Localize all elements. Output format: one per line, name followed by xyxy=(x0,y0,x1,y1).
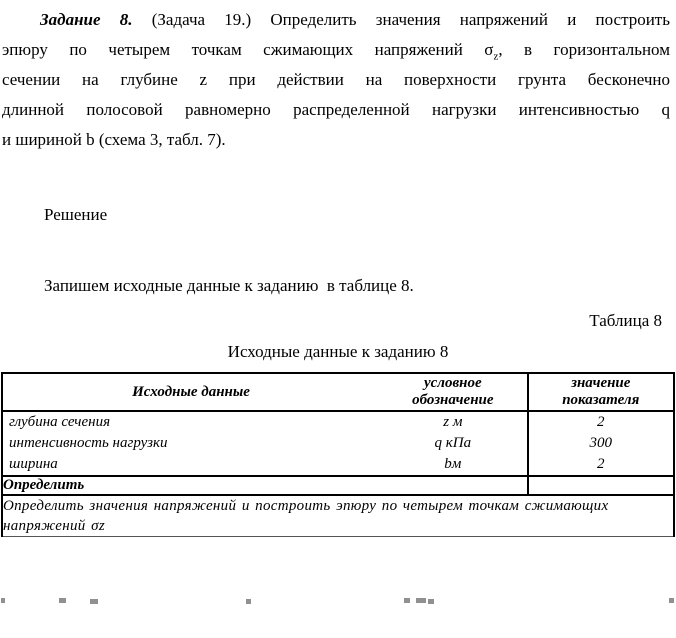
table-header-row xyxy=(2,373,674,411)
text-fragment xyxy=(59,598,66,603)
row-value-width: 2 xyxy=(597,456,605,472)
task-line-2 xyxy=(2,35,670,65)
task-line-1 xyxy=(2,5,670,35)
table-title: Исходные данные к заданию 8 xyxy=(227,342,449,361)
cut-off-text-fragments xyxy=(0,598,676,606)
table-caption-number: Таблица 8 xyxy=(589,311,662,330)
row-name-width: ширина xyxy=(9,456,58,472)
text-fragment xyxy=(404,598,410,603)
data-symbols-cell xyxy=(379,411,527,476)
header-cell-source-data: Исходные данные xyxy=(2,373,379,411)
row-symbol-load-intensity: q кПа xyxy=(434,435,472,451)
determine-task-text: Определить значения напряжений и построить эпюру по четырем точкам сжимающих напряжений σz xyxy=(3,498,609,534)
task-number-bold: Задание 8. xyxy=(40,10,133,29)
text-fragment xyxy=(669,598,674,603)
source-data-table xyxy=(1,372,675,537)
task-line-1-text: (Задача 19.) Определить значения напряжений и построить xyxy=(132,10,670,29)
sigma-z-subscript: z xyxy=(493,50,499,63)
task-line-3: сечении на глубине z при действии на поверхности грунта бесконечно xyxy=(2,70,670,89)
task-line-5: и шириной b (схема 3, табл. 7). xyxy=(2,130,226,149)
task-line-2-pre: эпюру по четырем точкам сжимающих напряжений σ xyxy=(2,40,494,59)
row-symbol-width: bм xyxy=(444,456,462,472)
row-symbol-depth: z м xyxy=(443,414,463,430)
data-names-cell xyxy=(2,411,379,476)
row-name-depth: глубина сечения xyxy=(9,414,111,430)
determine-empty-cell xyxy=(528,476,674,495)
determine-label: Определить xyxy=(2,476,528,495)
task-description-row xyxy=(2,495,674,537)
task-paragraph xyxy=(0,0,676,155)
header-cell-value xyxy=(528,373,674,411)
task-line-4: длинной полосовой равномерно распределенной нагрузки интенсивностью q xyxy=(2,100,670,119)
row-name-load-intensity: интенсивность нагрузки xyxy=(9,435,168,451)
task-line-2-post: , в горизонтальном xyxy=(498,40,670,59)
header-symbol-line-2: обозначение xyxy=(412,392,494,408)
row-value-load-intensity: 300 xyxy=(589,435,613,451)
data-intro-text: Запишем исходные данные к заданию в таблице 8. xyxy=(44,276,414,295)
header-value-line-1: значение xyxy=(571,375,631,391)
text-fragment xyxy=(246,599,251,604)
determine-row xyxy=(2,476,674,495)
text-fragment xyxy=(1,598,5,603)
header-value-line-2: показателя xyxy=(562,392,640,408)
header-cell-symbol xyxy=(379,373,527,411)
header-symbol-line-1: условное xyxy=(423,375,482,391)
text-fragment xyxy=(416,598,426,603)
solution-heading: Решение xyxy=(44,205,108,224)
row-value-depth: 2 xyxy=(597,414,605,430)
table-data-block xyxy=(2,411,674,476)
text-fragment xyxy=(90,599,98,604)
text-fragment xyxy=(428,599,434,604)
data-values-cell xyxy=(528,411,674,476)
